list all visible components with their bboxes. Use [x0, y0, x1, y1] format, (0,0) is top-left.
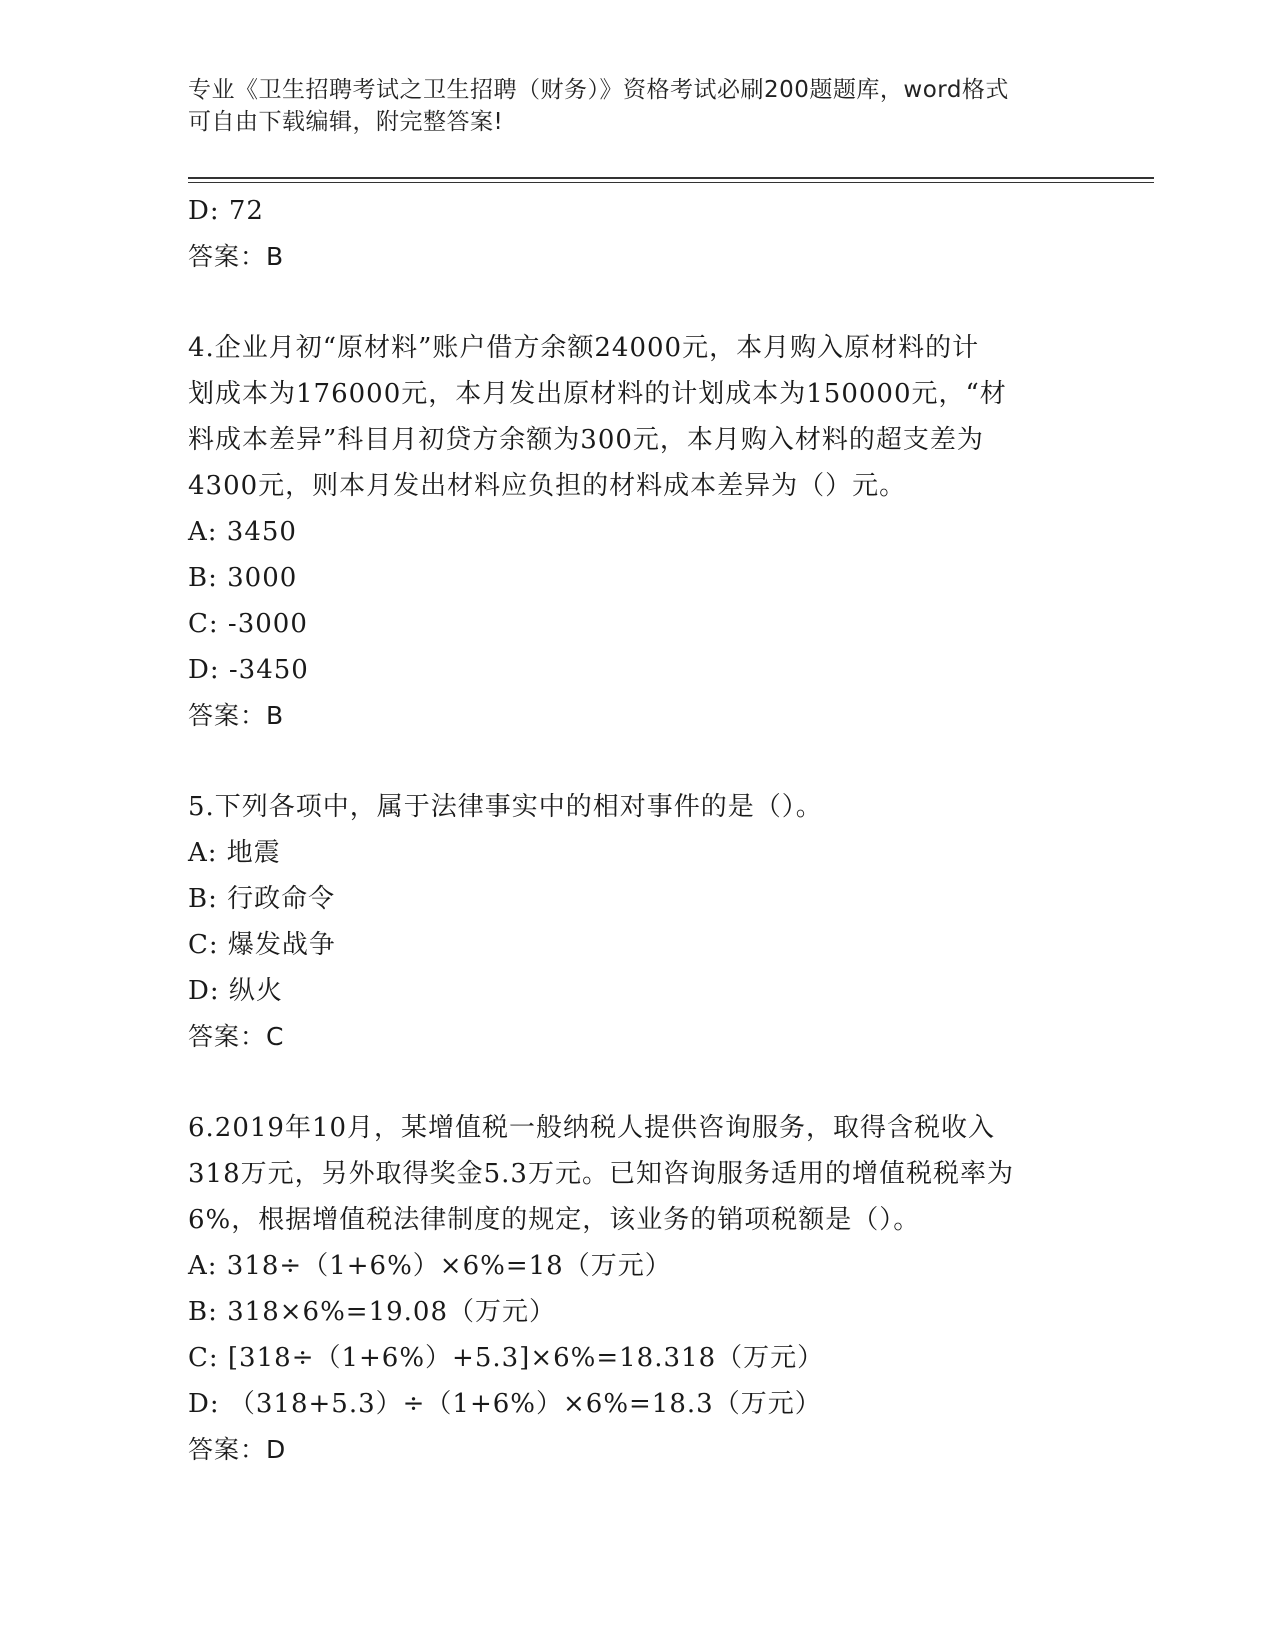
- header-divider-thick: [188, 177, 1154, 179]
- option-c: C: -3000: [188, 609, 308, 639]
- prev-question-block: [188, 188, 1068, 280]
- answer-line: 答案：B: [188, 701, 285, 730]
- answer-line: 答案：C: [188, 1022, 285, 1051]
- option-b: B: 318×6%=19.08（万元）: [188, 1297, 557, 1327]
- header-divider-thin: [188, 182, 1154, 183]
- header-title-line-1: 专业《卫生招聘考试之卫生招聘（财务）》资格考试必刷200题题库，word格式: [188, 77, 1009, 103]
- option-d: D: -3450: [188, 655, 309, 685]
- answer-line: 答案：D: [188, 1435, 287, 1464]
- header-title-line-2: 可自由下载编辑，附完整答案!: [188, 109, 504, 135]
- question-6: [188, 1105, 1068, 1473]
- option-b: B: 3000: [188, 563, 298, 593]
- option-d: D: 72: [188, 196, 264, 226]
- option-a: A: 318÷（1+6%）×6%=18（万元）: [188, 1251, 672, 1281]
- question-5: [188, 784, 1068, 1060]
- question-4: [188, 325, 1068, 739]
- option-d: D: （318+5.3）÷（1+6%）×6%=18.3（万元）: [188, 1389, 822, 1419]
- question-stem-line: 4300元，则本月发出材料应负担的材料成本差异为（）元。: [188, 471, 907, 501]
- option-c: C: 爆发战争: [188, 930, 336, 960]
- question-stem-line: 4.企业月初“原材料”账户借方余额24000元，本月购入原材料的计: [188, 333, 980, 363]
- document-body: [188, 188, 1068, 1473]
- option-c: C: [318÷（1+6%）+5.3]×6%=18.318（万元）: [188, 1343, 825, 1373]
- option-a: A: 地震: [188, 838, 281, 868]
- question-stem-line: 6%，根据增值税法律制度的规定，该业务的销项税额是（）。: [188, 1205, 921, 1235]
- question-stem-line: 318万元，另外取得奖金5.3万元。已知咨询服务适用的增值税税率为: [188, 1159, 1014, 1189]
- question-stem-line: 料成本差异”科目月初贷方余额为300元，本月购入材料的超支差为: [188, 425, 984, 455]
- option-a: A: 3450: [188, 517, 297, 547]
- answer-line: 答案：B: [188, 242, 285, 271]
- option-b: B: 行政命令: [188, 884, 336, 914]
- question-stem-line: 划成本为176000元，本月发出原材料的计划成本为150000元，“材: [188, 379, 1007, 409]
- question-stem-line: 5.下列各项中，属于法律事实中的相对事件的是（）。: [188, 792, 823, 822]
- question-stem-line: 6.2019年10月，某增值税一般纳税人提供咨询服务，取得含税收入: [188, 1113, 996, 1143]
- document-header: [188, 74, 1088, 138]
- option-d: D: 纵火: [188, 976, 283, 1006]
